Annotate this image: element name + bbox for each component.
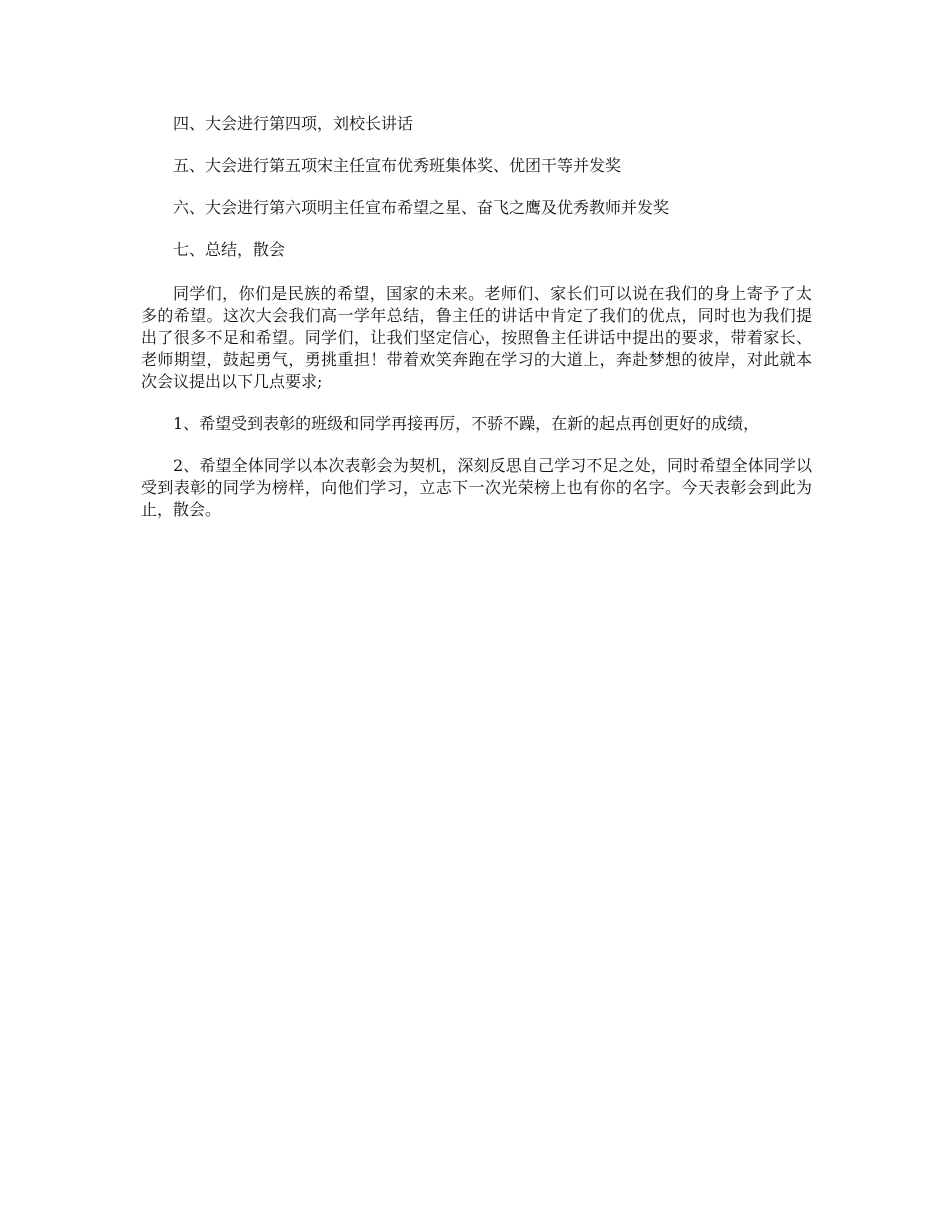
- agenda-item-4: 四、大会进行第四项，刘校长讲话: [173, 114, 414, 133]
- agenda-list: [141, 113, 812, 261]
- agenda-item-7: 七、总结，散会: [173, 240, 286, 259]
- requirement-2: 2、希望全体同学以本次表彰会为契机，深刻反思自己学习不足之处，同时希望全体同学以受到表彰的同学为榜样，向他们学习，立志下一次光荣榜上也有你的名字。今天表彰会到此为止，散会。: [141, 456, 812, 519]
- agenda-item-5: 五、大会进行第五项宋主任宣布优秀班集体奖、优团干等并发奖: [173, 156, 622, 175]
- requirement-1: 1、希望受到表彰的班级和同学再接再厉，不骄不躁，在新的起点再创更好的成绩，: [173, 414, 760, 433]
- summary-paragraph: 同学们，你们是民族的希望，国家的未来。老师们、家长们可以说在我们的身上寄予了太多的希望。这次大会我们高一学年总结，鲁主任的讲话中肯定了我们的优点，同时也为我们提出了很多不足和希望。同学们，让我们坚定信心，按照鲁主任讲话中提出的要求，带着家长、老师期望，鼓起勇气，勇挑重担！带着欢笑奔跑在学习的大道上，奔赴梦想的彼岸，对此就本次会议提出以下几点要求;: [141, 284, 812, 391]
- document-body: [141, 113, 812, 541]
- agenda-item-6: 六、大会进行第六项明主任宣布希望之星、奋飞之鹰及优秀教师并发奖: [173, 198, 670, 217]
